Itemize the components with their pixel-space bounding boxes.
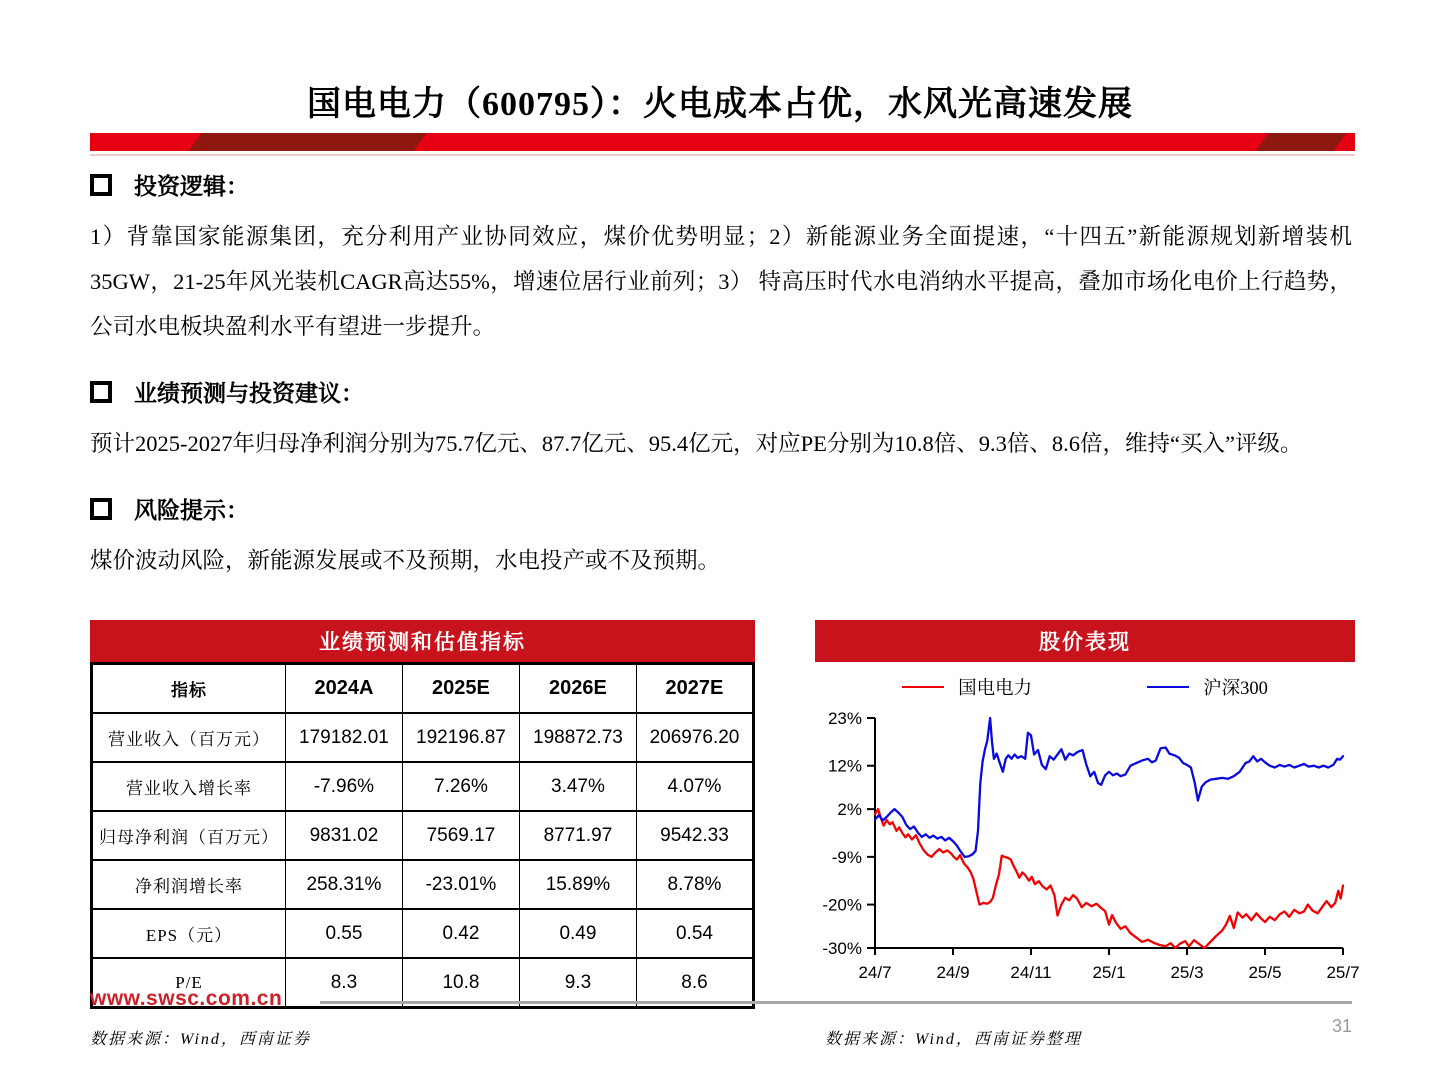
table-cell: 206976.20	[636, 713, 753, 762]
table-cell: 179182.01	[285, 713, 402, 762]
title-divider-underline	[90, 154, 1355, 156]
financial-table	[90, 620, 755, 1009]
table-row	[92, 811, 754, 860]
table-cell: P/E	[92, 958, 286, 1008]
section-heading-label: 风险提示：	[134, 498, 249, 523]
square-bullet-icon	[90, 381, 112, 403]
section-heading-label: 投资逻辑：	[134, 174, 249, 199]
table-cell: 8.78%	[636, 860, 753, 909]
table-cell: 258.31%	[285, 860, 402, 909]
page-number: 31	[1331, 1016, 1352, 1036]
table-cell: EPS（元）	[92, 909, 286, 958]
red-line-sample-icon	[902, 686, 944, 688]
chart-axes	[875, 718, 1343, 948]
section-heading-label: 业绩预测与投资建议：	[134, 381, 364, 406]
section-body-risk: 煤价波动风险，新能源发展或不及预期，水电投产或不及预期。	[90, 548, 721, 573]
table-row	[92, 762, 754, 811]
x-tick-label: 25/7	[1326, 963, 1360, 982]
table-cell: 3.47%	[519, 762, 636, 811]
table-header-cell: 2027E	[636, 664, 753, 714]
y-tick-label: -30%	[822, 939, 862, 958]
y-tick-label: -9%	[831, 847, 862, 867]
table-cell: 7.26%	[402, 762, 519, 811]
blue-line-sample-icon	[1147, 686, 1189, 688]
bottom-region	[90, 620, 1360, 1009]
table-cell: 9542.33	[636, 811, 753, 860]
x-tick-label: 24/11	[1010, 963, 1052, 982]
section-body-investment-logic: 1）背靠国家能源集团，充分利用产业协同效应，煤价优势明显；2）新能源业务全面提速，“十四五”新能源规划新增装机35GW，21-25年风光装机CAGR高达55%，增速位居行业前列；3） 特高压时代水电消纳水平提高，叠加市场化电价上行趋势，公司水电板块盈利水平有望进一步提升。	[90, 224, 1352, 339]
table-cell: 营业收入增长率	[92, 762, 286, 811]
chart-legend	[815, 674, 1355, 700]
table-header-cell: 2025E	[402, 664, 519, 714]
title-divider-bar	[90, 133, 1355, 151]
x-tick-label: 25/5	[1248, 963, 1282, 982]
chart-caption: 股价表现	[815, 620, 1355, 662]
table-cell: 0.49	[519, 909, 636, 958]
table-cell: 0.54	[636, 909, 753, 958]
x-tick-label: 25/1	[1092, 963, 1126, 982]
section-heading-investment-logic	[90, 168, 1352, 201]
divider-dark-segment-left	[187, 133, 427, 151]
data-source-right: 数据来源：Wind，西南证券整理	[825, 1031, 1082, 1048]
table-cell: 10.8	[402, 958, 519, 1008]
square-bullet-icon	[90, 174, 112, 196]
table-header-cell: 指标	[92, 664, 286, 714]
square-bullet-icon	[90, 498, 112, 520]
section-heading-risk	[90, 492, 1352, 525]
table-caption: 业绩预测和估值指标	[90, 620, 755, 662]
y-tick-label: 12%	[827, 756, 862, 776]
table-cell: 15.89%	[519, 860, 636, 909]
table-cell: 营业收入（百万元）	[92, 713, 286, 762]
text-sections	[90, 160, 1352, 583]
section-body-forecast: 预计2025-2027年归母净利润分别为75.7亿元、87.7亿元、95.4亿元，对应PE分别为10.8倍、9.3倍、8.6倍，维持“买入”评级。	[90, 431, 1303, 456]
table-cell: 归母净利润（百万元）	[92, 811, 286, 860]
y-tick-label: -20%	[822, 895, 862, 915]
table-cell: 9831.02	[285, 811, 402, 860]
forecast-table	[90, 662, 755, 1009]
table-row	[92, 909, 754, 958]
table-cell: -7.96%	[285, 762, 402, 811]
x-tick-label: 24/9	[936, 963, 970, 982]
table-header-cell: 2026E	[519, 664, 636, 714]
table-body	[92, 664, 754, 1008]
series-line-国电电力	[875, 809, 1343, 948]
price-chart-svg	[815, 702, 1360, 988]
website-url: www.swsc.com.cn	[90, 987, 283, 1010]
table-row	[92, 713, 754, 762]
table-cell: 8.6	[636, 958, 753, 1008]
legend-item-stock	[902, 674, 1032, 700]
legend-label-stock: 国电电力	[958, 679, 1033, 699]
series-line-沪深300	[875, 718, 1343, 857]
table-cell: 198872.73	[519, 713, 636, 762]
table-cell: 9.3	[519, 958, 636, 1008]
page-title: 国电电力（600795）：火电成本占优，水风光高速发展	[307, 86, 1133, 123]
table-cell: 192196.87	[402, 713, 519, 762]
table-cell: 4.07%	[636, 762, 753, 811]
divider-dark-segment-right	[1254, 133, 1347, 151]
x-tick-label: 24/7	[858, 963, 892, 982]
y-tick-label: 23%	[827, 709, 862, 728]
price-chart-panel	[815, 620, 1360, 988]
data-source-left: 数据来源：Wind，西南证券	[90, 1031, 311, 1048]
table-cell: 0.42	[402, 909, 519, 958]
footer-divider-line	[320, 1001, 1352, 1004]
table-header-row	[92, 664, 754, 714]
table-cell: 7569.17	[402, 811, 519, 860]
table-cell: 8.3	[285, 958, 402, 1008]
table-cell: 8771.97	[519, 811, 636, 860]
table-cell: 0.55	[285, 909, 402, 958]
y-tick-label: 2%	[837, 800, 862, 820]
x-tick-label: 25/3	[1170, 963, 1204, 982]
table-row	[92, 860, 754, 909]
legend-item-index	[1147, 674, 1268, 700]
table-cell: 净利润增长率	[92, 860, 286, 909]
legend-label-index: 沪深300	[1203, 679, 1268, 699]
table-header-cell: 2024A	[285, 664, 402, 714]
section-heading-forecast	[90, 375, 1352, 408]
table-cell: -23.01%	[402, 860, 519, 909]
